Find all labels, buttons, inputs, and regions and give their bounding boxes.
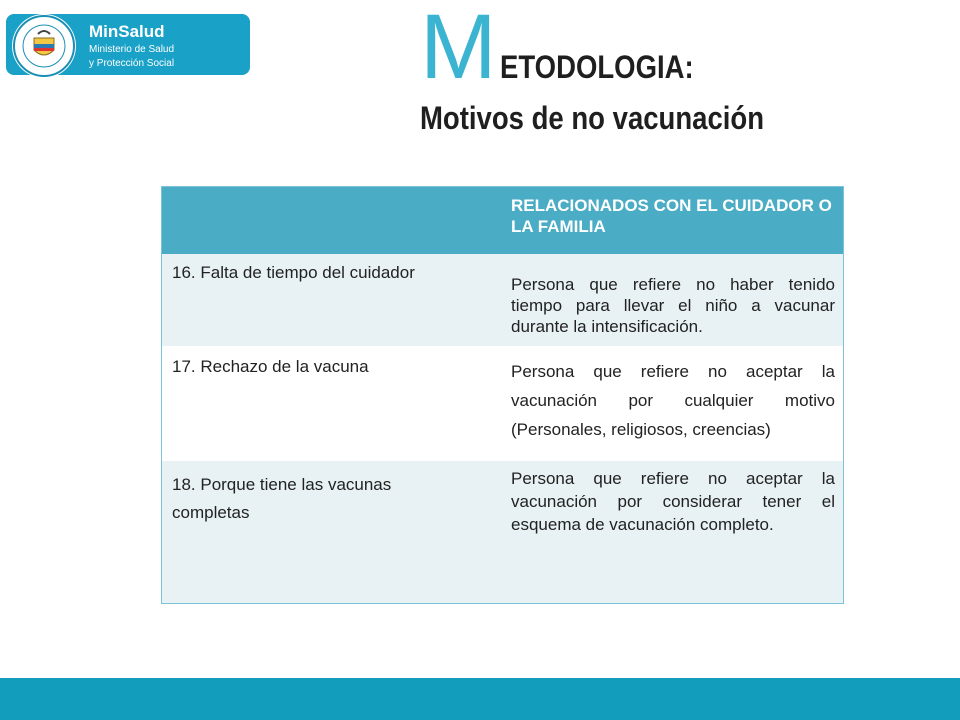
page-title [420, 0, 725, 98]
logo-name: MinSalud [89, 22, 165, 41]
logo-subtitle-line2: y Protección Social [89, 58, 175, 69]
page-subtitle: Motivos de no vacunación [420, 100, 765, 136]
table-row [162, 461, 843, 603]
minsalud-logo [6, 14, 250, 75]
reasons-table [161, 186, 844, 604]
reason-label: 17. Rechazo de la vacuna [172, 357, 369, 376]
title-initial: M [420, 0, 497, 98]
logo-subtitle-line1: Ministerio de Salud [89, 44, 175, 55]
reason-description: Persona que refiere no aceptar la vacunación por cualquier motivo (Personales, religiosos, creencias) [511, 362, 835, 439]
table-header-row [162, 187, 843, 254]
reason-description: Persona que refiere no haber tenido tiempo para llevar el niño a vacunar durante la intensificación. [511, 275, 835, 336]
reason-description: Persona que refiere no aceptar la vacunación por considerar tener el esquema de vacunación completo. [511, 469, 835, 534]
header-right-cell: RELACIONADOS CON EL CUIDADOR O LA FAMILIA [511, 196, 832, 236]
reason-label: 16. Falta de tiempo del cuidador [172, 263, 415, 282]
coat-of-arms-seal-icon [12, 14, 76, 78]
footer-bar [0, 678, 960, 720]
reason-label: 18. Porque tiene las vacunas completas [172, 475, 392, 522]
title-rest: ETODOLOGIA: [499, 49, 694, 85]
table-row [162, 347, 843, 461]
table-row [162, 254, 843, 347]
